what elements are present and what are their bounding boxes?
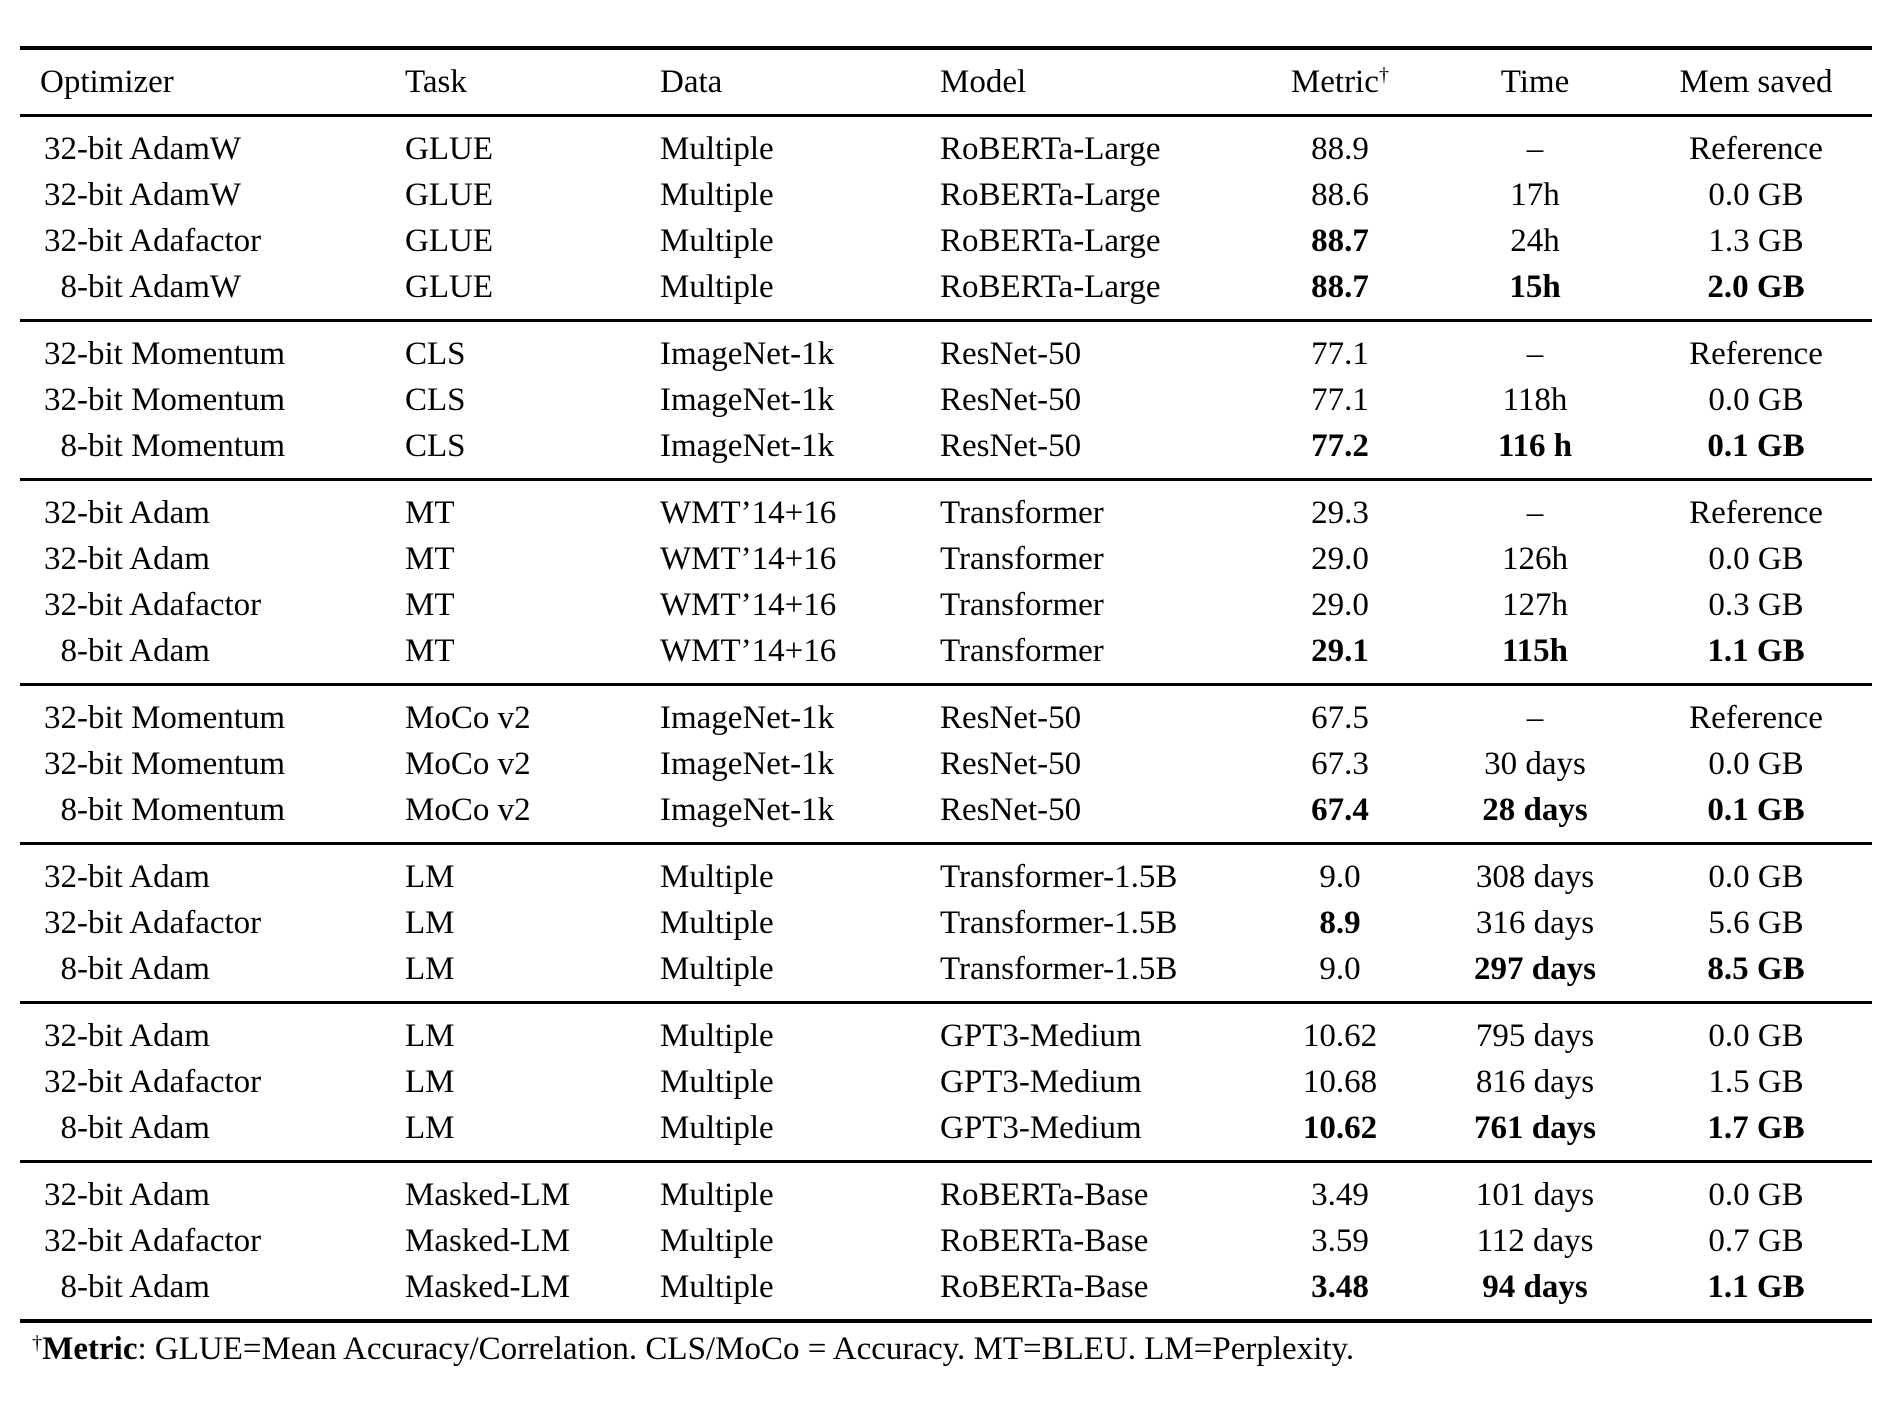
optimizer-bits: 32	[44, 858, 77, 895]
optimizer-bits: 32	[44, 1017, 77, 1054]
table-row	[20, 172, 1872, 218]
cell-mem-saved: 0.0 GB	[1708, 381, 1804, 418]
header-row	[20, 48, 1872, 116]
cell-model: RoBERTa-Base	[940, 1222, 1149, 1259]
header-metric	[1250, 48, 1430, 116]
cell-task: LM	[405, 904, 455, 941]
cell-task: MT	[405, 540, 455, 577]
cell-task: GLUE	[405, 130, 493, 167]
optimizer-bits: 8	[60, 632, 77, 669]
cell-metric: 77.1	[1311, 381, 1369, 418]
cell-metric: 10.68	[1302, 1063, 1378, 1100]
cell-metric: 67.5	[1311, 699, 1369, 736]
header-task: Task	[405, 48, 660, 116]
cell-optimizer: 8-bit Adam	[20, 1105, 405, 1162]
footnote-label: Metric	[42, 1331, 138, 1367]
table-row	[20, 218, 1872, 264]
cell-mem-saved: 1.1 GB	[1707, 632, 1805, 669]
cell-optimizer: 32-bit Adam	[20, 844, 405, 901]
cell-mem-saved: 1.1 GB	[1707, 1268, 1805, 1305]
cell-task: CLS	[405, 335, 466, 372]
optimizer-bits: 32	[44, 1063, 77, 1100]
cell-data: ImageNet-1k	[660, 427, 835, 464]
cell-optimizer: 32-bit Momentum	[20, 377, 405, 423]
cell-model: RoBERTa-Large	[940, 176, 1161, 213]
table-row	[20, 628, 1872, 685]
table-row	[20, 1059, 1872, 1105]
cell-mem-saved: 8.5 GB	[1707, 950, 1805, 987]
optimizer-bits: 8	[60, 1268, 77, 1305]
cell-time: 112 days	[1476, 1222, 1594, 1259]
cell-task: LM	[405, 1109, 455, 1146]
table-section	[20, 480, 1872, 685]
dagger-icon: †	[1378, 63, 1390, 86]
table-row	[20, 1003, 1872, 1060]
cell-time: –	[1526, 494, 1544, 531]
cell-mem-saved: 0.0 GB	[1708, 540, 1804, 577]
cell-task: LM	[405, 1017, 455, 1054]
header-metric-label: Metric	[1290, 63, 1379, 100]
cell-metric: 77.2	[1311, 427, 1369, 464]
cell-model: RoBERTa-Large	[940, 222, 1161, 259]
optimizer-bits: 32	[44, 904, 77, 941]
cell-mem-saved: 0.0 GB	[1708, 1176, 1804, 1213]
cell-optimizer: 8-bit Momentum	[20, 423, 405, 480]
cell-task: MoCo v2	[405, 699, 531, 736]
optimizer-bits: 32	[44, 494, 77, 531]
cell-optimizer: 32-bit Adafactor	[20, 1059, 405, 1105]
table-row	[20, 480, 1872, 537]
optimizer-bits: 8	[60, 268, 77, 305]
cell-metric: 3.59	[1311, 1222, 1369, 1259]
cell-mem-saved: 2.0 GB	[1707, 268, 1805, 305]
table-section	[20, 685, 1872, 844]
cell-task: Masked-LM	[405, 1176, 570, 1213]
cell-metric: 3.49	[1311, 1176, 1369, 1213]
cell-task: LM	[405, 1063, 455, 1100]
cell-metric: 8.9	[1319, 904, 1361, 941]
cell-metric: 67.3	[1311, 745, 1369, 782]
cell-optimizer: 8-bit Momentum	[20, 787, 405, 844]
cell-task: LM	[405, 950, 455, 987]
cell-model: ResNet-50	[940, 745, 1082, 782]
cell-time: 101 days	[1475, 1176, 1595, 1213]
table-row	[20, 741, 1872, 787]
cell-time: 126h	[1502, 540, 1568, 577]
cell-mem-saved: 0.0 GB	[1708, 176, 1804, 213]
cell-optimizer: 32-bit Adam	[20, 1003, 405, 1060]
optimizer-bits: 8	[60, 1109, 77, 1146]
table-row	[20, 685, 1872, 742]
cell-metric: 10.62	[1302, 1109, 1378, 1146]
cell-time: 94 days	[1482, 1268, 1588, 1305]
cell-mem-saved: 1.3 GB	[1708, 222, 1804, 259]
cell-optimizer: 32-bit Adafactor	[20, 1218, 405, 1264]
table-row	[20, 423, 1872, 480]
results-table	[20, 46, 1872, 1323]
cell-task: LM	[405, 858, 455, 895]
cell-model: ResNet-50	[940, 427, 1082, 464]
cell-model: Transformer	[940, 632, 1104, 669]
cell-optimizer: 8-bit Adam	[20, 946, 405, 1003]
header-optimizer: Optimizer	[20, 48, 405, 116]
cell-model: RoBERTa-Base	[940, 1176, 1149, 1213]
cell-optimizer: 32-bit Momentum	[20, 685, 405, 742]
table-footnote	[32, 1331, 1898, 1368]
cell-optimizer: 32-bit Adafactor	[20, 582, 405, 628]
cell-time: 24h	[1510, 222, 1560, 259]
table-header	[20, 48, 1872, 116]
table-row	[20, 787, 1872, 844]
cell-time: –	[1526, 699, 1544, 736]
cell-model: Transformer	[940, 586, 1104, 623]
cell-time: 28 days	[1482, 791, 1588, 828]
cell-metric: 29.1	[1311, 632, 1369, 669]
cell-metric: 88.9	[1311, 130, 1369, 167]
cell-model: GPT3-Medium	[940, 1017, 1142, 1054]
cell-time: 795 days	[1475, 1017, 1595, 1054]
cell-task: CLS	[405, 427, 466, 464]
cell-model: RoBERTa-Base	[940, 1268, 1149, 1305]
table-row	[20, 844, 1872, 901]
cell-task: MoCo v2	[405, 791, 531, 828]
cell-data: Multiple	[660, 1222, 774, 1259]
table-row	[20, 900, 1872, 946]
cell-time: –	[1526, 335, 1544, 372]
cell-time: 17h	[1510, 176, 1560, 213]
cell-data: WMT’14+16	[660, 586, 837, 623]
optimizer-bits: 8	[60, 950, 77, 987]
optimizer-bits: 8	[60, 791, 77, 828]
cell-optimizer: 32-bit Momentum	[20, 321, 405, 378]
cell-optimizer: 32-bit Adam	[20, 480, 405, 537]
cell-metric: 9.0	[1319, 858, 1361, 895]
cell-data: Multiple	[660, 222, 774, 259]
cell-mem-saved: 5.6 GB	[1708, 904, 1804, 941]
cell-model: RoBERTa-Large	[940, 130, 1161, 167]
cell-optimizer: 32-bit AdamW	[20, 116, 405, 173]
cell-optimizer: 32-bit Momentum	[20, 741, 405, 787]
cell-mem-saved: Reference	[1689, 130, 1823, 167]
cell-time: –	[1526, 130, 1544, 167]
header-mem-saved: Mem saved	[1640, 48, 1872, 116]
header-time: Time	[1430, 48, 1640, 116]
cell-metric: 3.48	[1311, 1268, 1369, 1305]
cell-mem-saved: Reference	[1689, 335, 1823, 372]
cell-model: ResNet-50	[940, 791, 1082, 828]
cell-metric: 29.0	[1311, 540, 1369, 577]
cell-optimizer: 32-bit Adam	[20, 1162, 405, 1219]
cell-task: GLUE	[405, 268, 493, 305]
cell-model: ResNet-50	[940, 381, 1082, 418]
optimizer-bits: 32	[44, 176, 77, 213]
cell-model: Transformer	[940, 494, 1104, 531]
cell-data: Multiple	[660, 950, 774, 987]
cell-time: 30 days	[1484, 745, 1586, 782]
optimizer-bits: 32	[44, 586, 77, 623]
cell-metric: 67.4	[1311, 791, 1369, 828]
cell-time: 15h	[1509, 268, 1561, 305]
cell-model: ResNet-50	[940, 699, 1082, 736]
cell-data: ImageNet-1k	[660, 335, 835, 372]
cell-mem-saved: 1.5 GB	[1708, 1063, 1804, 1100]
table-row	[20, 582, 1872, 628]
cell-task: MT	[405, 586, 455, 623]
header-data: Data	[660, 48, 940, 116]
cell-task: Masked-LM	[405, 1268, 570, 1305]
cell-optimizer: 8-bit Adam	[20, 628, 405, 685]
cell-time: 316 days	[1475, 904, 1595, 941]
cell-model: RoBERTa-Large	[940, 268, 1161, 305]
cell-mem-saved: 0.0 GB	[1708, 858, 1804, 895]
cell-mem-saved: 0.7 GB	[1708, 1222, 1804, 1259]
cell-metric: 10.62	[1302, 1017, 1378, 1054]
optimizer-bits: 32	[44, 699, 77, 736]
cell-time: 116 h	[1497, 427, 1573, 464]
cell-metric: 77.1	[1311, 335, 1369, 372]
cell-model: Transformer	[940, 540, 1104, 577]
cell-mem-saved: 0.1 GB	[1707, 427, 1805, 464]
cell-metric: 29.0	[1311, 586, 1369, 623]
cell-task: CLS	[405, 381, 466, 418]
cell-data: WMT’14+16	[660, 540, 837, 577]
cell-task: MT	[405, 632, 455, 669]
cell-task: MoCo v2	[405, 745, 531, 782]
cell-model: Transformer-1.5B	[940, 904, 1178, 941]
cell-data: Multiple	[660, 858, 774, 895]
cell-mem-saved: 1.7 GB	[1707, 1109, 1805, 1146]
cell-model: Transformer-1.5B	[940, 858, 1178, 895]
cell-data: Multiple	[660, 1017, 774, 1054]
cell-data: ImageNet-1k	[660, 791, 835, 828]
footnote-text: : GLUE=Mean Accuracy/Correlation. CLS/MoCo = Accuracy. MT=BLEU. LM=Perplexity.	[137, 1331, 1355, 1367]
table-row	[20, 536, 1872, 582]
cell-metric: 88.7	[1311, 268, 1369, 305]
cell-mem-saved: 0.0 GB	[1708, 1017, 1804, 1054]
table-row	[20, 264, 1872, 321]
cell-optimizer: 32-bit AdamW	[20, 172, 405, 218]
cell-metric: 88.6	[1311, 176, 1369, 213]
results-table-wrap	[0, 46, 1898, 1368]
cell-data: ImageNet-1k	[660, 745, 835, 782]
cell-metric: 29.3	[1311, 494, 1369, 531]
optimizer-bits: 32	[44, 130, 77, 167]
cell-model: GPT3-Medium	[940, 1063, 1142, 1100]
cell-data: Multiple	[660, 904, 774, 941]
cell-mem-saved: 0.0 GB	[1708, 745, 1804, 782]
cell-time: 297 days	[1474, 950, 1596, 987]
cell-mem-saved: 0.1 GB	[1707, 791, 1805, 828]
cell-data: Multiple	[660, 1109, 774, 1146]
cell-data: Multiple	[660, 268, 774, 305]
cell-task: GLUE	[405, 176, 493, 213]
cell-data: Multiple	[660, 1176, 774, 1213]
cell-data: Multiple	[660, 1063, 774, 1100]
cell-task: Masked-LM	[405, 1222, 570, 1259]
table-section	[20, 116, 1872, 321]
cell-time: 761 days	[1474, 1109, 1596, 1146]
optimizer-bits: 32	[44, 222, 77, 259]
header-model: Model	[940, 48, 1250, 116]
cell-optimizer: 8-bit Adam	[20, 1264, 405, 1321]
table-row	[20, 946, 1872, 1003]
cell-time: 115h	[1501, 632, 1569, 669]
cell-time: 308 days	[1475, 858, 1595, 895]
cell-mem-saved: Reference	[1689, 699, 1823, 736]
table-row	[20, 377, 1872, 423]
table-section	[20, 1003, 1872, 1162]
cell-metric: 88.7	[1311, 222, 1369, 259]
cell-data: ImageNet-1k	[660, 699, 835, 736]
table-row	[20, 1105, 1872, 1162]
cell-data: WMT’14+16	[660, 632, 837, 669]
table-row	[20, 1162, 1872, 1219]
cell-mem-saved: Reference	[1689, 494, 1823, 531]
cell-data: WMT’14+16	[660, 494, 837, 531]
optimizer-bits: 32	[44, 335, 77, 372]
cell-task: GLUE	[405, 222, 493, 259]
cell-time: 816 days	[1475, 1063, 1595, 1100]
cell-time: 118h	[1502, 381, 1568, 418]
footnote-dagger-icon: †	[32, 1331, 43, 1354]
cell-optimizer: 32-bit Adafactor	[20, 900, 405, 946]
cell-model: ResNet-50	[940, 335, 1082, 372]
table-row	[20, 1218, 1872, 1264]
table-row	[20, 116, 1872, 173]
optimizer-bits: 32	[44, 1222, 77, 1259]
cell-metric: 9.0	[1319, 950, 1361, 987]
optimizer-bits: 32	[44, 745, 77, 782]
cell-data: Multiple	[660, 176, 774, 213]
cell-data: ImageNet-1k	[660, 381, 835, 418]
cell-optimizer: 8-bit AdamW	[20, 264, 405, 321]
table-section	[20, 321, 1872, 480]
table-row	[20, 1264, 1872, 1321]
cell-model: GPT3-Medium	[940, 1109, 1142, 1146]
cell-mem-saved: 0.3 GB	[1708, 586, 1804, 623]
cell-optimizer: 32-bit Adafactor	[20, 218, 405, 264]
cell-task: MT	[405, 494, 455, 531]
optimizer-bits: 32	[44, 540, 77, 577]
table-section	[20, 1162, 1872, 1322]
optimizer-bits: 32	[44, 1176, 77, 1213]
cell-data: Multiple	[660, 1268, 774, 1305]
optimizer-bits: 32	[44, 381, 77, 418]
table-section	[20, 844, 1872, 1003]
cell-data: Multiple	[660, 130, 774, 167]
cell-model: Transformer-1.5B	[940, 950, 1178, 987]
table-row	[20, 321, 1872, 378]
cell-optimizer: 32-bit Adam	[20, 536, 405, 582]
cell-time: 127h	[1502, 586, 1568, 623]
optimizer-bits: 8	[60, 427, 77, 464]
